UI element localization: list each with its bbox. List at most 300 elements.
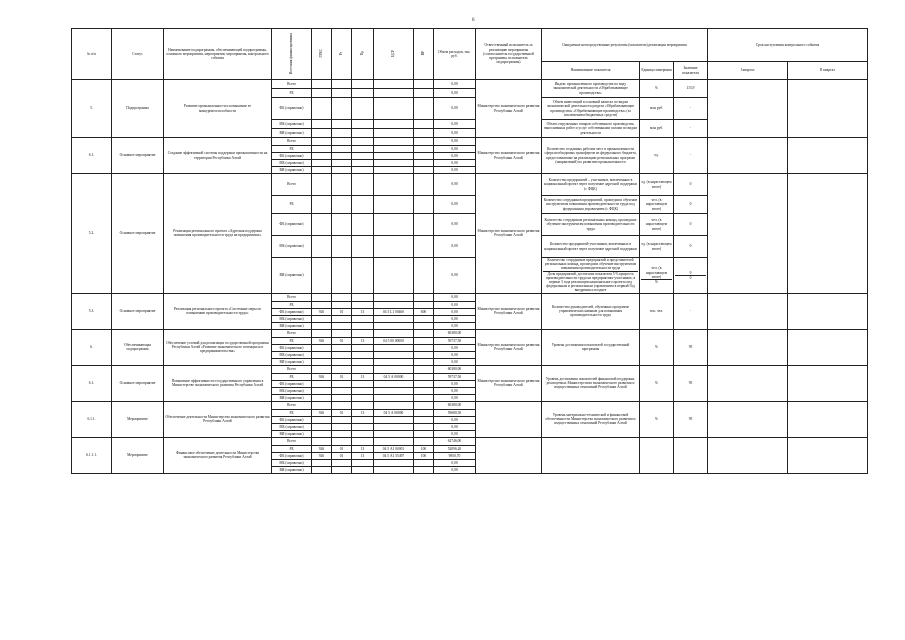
vr-code [414, 80, 434, 89]
volume-value: 0,00 [434, 196, 476, 214]
vr-code [414, 89, 434, 98]
funding-source: РБ [272, 301, 312, 308]
indicator-name: Объем отгруженных товаров собственного производства, выполненных работ и услуг собственными силами по видам деятельности [542, 120, 640, 138]
indicator-value [674, 437, 708, 473]
indicator-value: - [674, 138, 708, 174]
grbs-code [312, 466, 332, 473]
indicator-unit [640, 236, 674, 258]
indicator-unit [640, 258, 674, 294]
volume-value: 0,00 [434, 358, 476, 365]
grbs-code [312, 416, 332, 423]
q1-cell [708, 401, 788, 437]
row-number: 6.1.1. [72, 401, 112, 437]
volume-value: 0,00 [434, 322, 476, 329]
volume-value: 0,00 [434, 430, 476, 437]
funding-source: ВИ (справочно) [272, 129, 312, 138]
pr-code [352, 394, 374, 401]
vr-code [414, 358, 434, 365]
header-grbs-text: ГРБС [319, 49, 324, 58]
grbs-code [312, 459, 332, 466]
pr-code [352, 315, 374, 322]
grbs-code: 926 [312, 452, 332, 459]
indicator-name [542, 174, 640, 196]
csr-code [374, 138, 414, 146]
pr-code: 13 [352, 337, 374, 344]
csr-code [374, 430, 414, 437]
vr-code [414, 120, 434, 129]
grbs-code [312, 380, 332, 387]
indicator-unit-text: чел. (в нарастающем итоге) [645, 266, 668, 279]
rz-code [332, 129, 352, 138]
funding-source: ФБ (справочно) [272, 416, 312, 423]
program-table-sheet [71, 28, 867, 588]
indicator-unit-text: ед. (в нарастающем итоге) [641, 180, 672, 189]
indicator-name-text: Количество сотрудников региональных команд, прошедших обучение инструментам повышения производительности труда [544, 218, 637, 231]
volume-value: 0,00 [434, 459, 476, 466]
rz-code [332, 322, 352, 329]
grbs-code [312, 344, 332, 351]
pr-code [352, 380, 374, 387]
q1-cell [708, 293, 788, 329]
volume-value: 59737,50 [434, 337, 476, 344]
indicator-value [674, 236, 708, 258]
vr-code [414, 365, 434, 373]
grbs-code [312, 160, 332, 167]
row-status: Основное мероприятие [112, 365, 164, 401]
header-q2: II квартал [788, 62, 868, 80]
grbs-code [312, 138, 332, 146]
header-volume: Объем расходов, тыс. руб. [434, 29, 476, 80]
indicator-unit: % [640, 329, 674, 365]
vr-code: 100 [414, 452, 434, 459]
vr-code [414, 373, 434, 380]
volume-value: 0,00 [434, 351, 476, 358]
rz-code: 01 [332, 452, 352, 459]
rz-code [332, 351, 352, 358]
rz-code: 01 [332, 373, 352, 380]
row-name: Реализация регионального проекта «Адресная поддержка повышения производительности труда на предприятиях» [164, 174, 272, 294]
header-vr-text: ВР [421, 51, 426, 56]
csr-code [374, 98, 414, 120]
funding-source: Всего [272, 293, 312, 301]
funding-source: Всего [272, 437, 312, 445]
csr-code [374, 196, 414, 214]
header-status: Статус [112, 29, 164, 80]
indicator-value: - [674, 293, 708, 329]
rz-code [332, 293, 352, 301]
funding-source: ВИ (справочно) [272, 258, 312, 294]
pr-code [352, 80, 374, 89]
grbs-code [312, 196, 332, 214]
indicator-value: - [674, 120, 708, 138]
vr-code [414, 214, 434, 236]
grbs-code [312, 146, 332, 153]
program-table [71, 28, 868, 474]
indicator-value: - [674, 98, 708, 120]
pr-code [352, 387, 374, 394]
indicator-unit [640, 437, 674, 473]
rz-code [332, 466, 352, 473]
grbs-code [312, 401, 332, 409]
rz-code: 01 [332, 445, 352, 452]
indicator-name: Индекс промышленного производства по виду экономической деятельности «Обрабатывающие производства» [542, 80, 640, 98]
csr-code: 04 5 А 00000 [374, 409, 414, 416]
rz-code [332, 387, 352, 394]
funding-source: РБ [272, 146, 312, 153]
row-name: Реализация регионального проекта «Системные меры по повышению производительности труда» [164, 293, 272, 329]
pr-code [352, 322, 374, 329]
vr-code [414, 459, 434, 466]
rz-code [332, 358, 352, 365]
program-table-body [72, 80, 868, 474]
volume-value: 0,00 [434, 174, 476, 196]
funding-source: ВИ (справочно) [272, 358, 312, 365]
volume-value: 0,00 [434, 416, 476, 423]
indicator-name: Количество руководителей, обученных программе управленческих навыков для повышения производительности труда [542, 293, 640, 329]
header-rz [332, 29, 352, 80]
indicator-unit: ед. [640, 138, 674, 174]
funding-source: ВИ (справочно) [272, 322, 312, 329]
csr-code [374, 416, 414, 423]
csr-code [374, 301, 414, 308]
header-csr [374, 29, 414, 80]
table-row [72, 293, 868, 301]
csr-code [374, 146, 414, 153]
vr-code [414, 401, 434, 409]
funding-source: РБ [272, 89, 312, 98]
row-status: Основное мероприятие [112, 293, 164, 329]
rz-code [332, 329, 352, 337]
vr-code [414, 174, 434, 196]
funding-source: РБ [272, 373, 312, 380]
grbs-code [312, 153, 332, 160]
funding-source: МБ (справочно) [272, 315, 312, 322]
indicator-value-text: 0 [689, 244, 692, 249]
funding-source: Всего [272, 329, 312, 337]
grbs-code: 926 [312, 409, 332, 416]
pr-code [352, 293, 374, 301]
pr-code: 13 [352, 409, 374, 416]
indicator-name-text: Количество сотрудников предприятий и представителей региональных команд, прошедших обучение инструментам повышения производительности труда [544, 258, 637, 271]
pr-code: 13 [352, 373, 374, 380]
grbs-code [312, 293, 332, 301]
row-responsible: Министерство экономического развития Республики Алтай [476, 138, 542, 174]
csr-code [374, 322, 414, 329]
volume-value: 60380,00 [434, 365, 476, 373]
header-deadline: Срок наступления контрольного события [708, 29, 868, 62]
row-name: Развитие промышленности и повышение ее конкурентоспособности [164, 80, 272, 138]
volume-value: 0,00 [434, 138, 476, 146]
csr-code [374, 89, 414, 98]
indicator-value [674, 196, 708, 214]
funding-source: ВИ (справочно) [272, 430, 312, 437]
indicator-value [674, 214, 708, 236]
pr-code [352, 430, 374, 437]
csr-code [374, 214, 414, 236]
indicator-value-text: 0 [689, 270, 692, 275]
row-number: 6. [72, 329, 112, 365]
rz-code [332, 365, 352, 373]
volume-value: 0,00 [434, 236, 476, 258]
q1-cell [708, 80, 788, 138]
q1-cell [708, 365, 788, 401]
funding-source: ФБ (справочно) [272, 452, 312, 459]
pr-code [352, 89, 374, 98]
csr-code [374, 258, 414, 294]
funding-source: МБ (справочно) [272, 236, 312, 258]
header-name: Наименование подпрограммы, обеспечивающей подпрограммы, основного мероприятия, мероприятия, мероприятия, контрольного события [164, 29, 272, 80]
funding-source: МБ (справочно) [272, 160, 312, 167]
vr-code [414, 387, 434, 394]
table-row [72, 174, 868, 196]
indicator-value: 95 [674, 329, 708, 365]
table-row [72, 437, 868, 445]
grbs-code: 926 [312, 337, 332, 344]
indicator-name: Уровень достижения показателей финансовой поддержки, реализуемых Министерством экономического развития и имущественных отношений Республики Алтай [542, 365, 640, 401]
volume-value: 0,00 [434, 394, 476, 401]
volume-value: 0,00 [434, 423, 476, 430]
vr-code [414, 293, 434, 301]
indicator-name: Уровень достижения показателей государственной программы [542, 329, 640, 365]
vr-code [414, 258, 434, 294]
row-number: 5. [72, 80, 112, 138]
rz-code [332, 423, 352, 430]
rz-code [332, 98, 352, 120]
grbs-code [312, 89, 332, 98]
pr-code [352, 174, 374, 196]
header-source-text: Источник финансирования [289, 32, 294, 75]
vr-code [414, 196, 434, 214]
funding-source: РБ [272, 445, 312, 452]
q2-cell [788, 174, 868, 294]
row-responsible [476, 401, 542, 437]
pr-code [352, 358, 374, 365]
vr-code [414, 409, 434, 416]
csr-code [374, 401, 414, 409]
csr-code: 04 5 А1 00001 [374, 445, 414, 452]
indicator-unit: млн руб. [640, 120, 674, 138]
row-status: Обеспечивающая подпрограмма [112, 329, 164, 365]
volume-value: 60380,00 [434, 329, 476, 337]
row-responsible [476, 437, 542, 473]
pr-code [352, 466, 374, 473]
rz-code [332, 301, 352, 308]
pr-code [352, 196, 374, 214]
q2-cell [788, 401, 868, 437]
vr-code [414, 236, 434, 258]
rz-code [332, 80, 352, 89]
rz-code [332, 153, 352, 160]
funding-source: ФБ (справочно) [272, 344, 312, 351]
vr-code [414, 138, 434, 146]
pr-code: 13 [352, 445, 374, 452]
vr-code [414, 437, 434, 445]
funding-source: Всего [272, 138, 312, 146]
funding-source: ФБ (справочно) [272, 308, 312, 315]
vr-code [414, 351, 434, 358]
grbs-code [312, 437, 332, 445]
vr-code [414, 337, 434, 344]
volume-value: 0,00 [434, 146, 476, 153]
pr-code [352, 98, 374, 120]
grbs-code [312, 329, 332, 337]
grbs-code [312, 315, 332, 322]
header-expected: Ожидаемые непосредственные результаты (показатели) реализации мероприятия [542, 29, 708, 62]
volume-value: 62746,00 [434, 437, 476, 445]
grbs-code [312, 258, 332, 294]
csr-code [374, 160, 414, 167]
csr-code: 04 5 00 00000 [374, 337, 414, 344]
indicator-name-text: Количество предприятий – участников, вовлеченных в национальный проект через получение адресной поддержки (с ФЦК) [544, 178, 637, 191]
rz-code [332, 401, 352, 409]
funding-source: ВИ (справочно) [272, 167, 312, 174]
funding-source: РБ [272, 196, 312, 214]
rz-code [332, 120, 352, 129]
funding-source: ФБ (справочно) [272, 380, 312, 387]
funding-source: Всего [272, 80, 312, 89]
pr-code [352, 146, 374, 153]
table-row [72, 401, 868, 409]
row-number: 5.2. [72, 174, 112, 294]
vr-code [414, 129, 434, 138]
indicator-value-text: 0 [689, 222, 692, 227]
csr-code [374, 437, 414, 445]
pr-code [352, 160, 374, 167]
csr-code [374, 153, 414, 160]
volume-value: 60380,00 [434, 401, 476, 409]
indicator-value-text: 0 [689, 202, 692, 207]
grbs-code [312, 358, 332, 365]
csr-code [374, 174, 414, 196]
volume-value: 0,00 [434, 98, 476, 120]
indicator-name-text: Количество предприятий-участников, вовлеченных в национальный проект через получение адресной поддержки [544, 242, 637, 251]
pr-code [352, 351, 374, 358]
vr-code [414, 98, 434, 120]
csr-code [374, 344, 414, 351]
header-csr-text: ЦСР [391, 49, 396, 57]
funding-source: ВИ (справочно) [272, 466, 312, 473]
funding-source: РБ [272, 409, 312, 416]
q1-cell [708, 437, 788, 473]
rz-code [332, 146, 352, 153]
volume-value: 59737,50 [434, 373, 476, 380]
indicator-value [674, 174, 708, 196]
csr-code [374, 167, 414, 174]
pr-code [352, 120, 374, 129]
row-status: Подпрограмма [112, 80, 164, 138]
vr-code [414, 430, 434, 437]
row-responsible: Министерство экономического развития Республики Алтай [476, 293, 542, 329]
csr-code [374, 459, 414, 466]
rz-code: 01 [332, 308, 352, 315]
grbs-code [312, 423, 332, 430]
row-name: Финансовое обеспечение деятельности Министерства экономического развития Республики Алтай [164, 437, 272, 473]
vr-code [414, 160, 434, 167]
grbs-code: 926 [312, 373, 332, 380]
q2-cell [788, 80, 868, 138]
vr-code [414, 301, 434, 308]
volume-value: 0,00 [434, 160, 476, 167]
indicator-name [542, 258, 640, 294]
csr-code [374, 365, 414, 373]
vr-code [414, 423, 434, 430]
csr-code [374, 120, 414, 129]
csr-code [374, 351, 414, 358]
vr-code [414, 394, 434, 401]
rz-code [332, 258, 352, 294]
funding-source: РБ [272, 337, 312, 344]
indicator-value-text: 0 [689, 182, 692, 187]
header-q1: I квартал [708, 62, 788, 80]
row-name: Повышение эффективности государственного управления в Министерстве экономического развития Республики Алтай [164, 365, 272, 401]
grbs-code [312, 365, 332, 373]
table-row [72, 80, 868, 89]
header-grbs [312, 29, 332, 80]
pr-code [352, 167, 374, 174]
vr-code [414, 344, 434, 351]
funding-source: ФБ (справочно) [272, 214, 312, 236]
volume-value: 52096,20 [434, 445, 476, 452]
indicator-name-text: Доля предприятий, достигших показателя 5 % прироста производительности труда на предприятиях-участниках, в первые 3 года реализации национального проекта под федеральным и региональным управлением в первый Год внедрения и позднее [543, 271, 638, 293]
csr-code [374, 387, 414, 394]
rz-code [332, 214, 352, 236]
row-number: 6.1. [72, 365, 112, 401]
indicator-name-text: Количество сотрудников предприятий, прошедших обучение инструментам повышения производительности труда под федеральным управлением (с ФЦК) [543, 198, 638, 211]
funding-source: ФБ (справочно) [272, 153, 312, 160]
pr-code: 13 [352, 308, 374, 315]
header-vr [414, 29, 434, 80]
vr-code [414, 322, 434, 329]
volume-value: 9850,70 [434, 452, 476, 459]
pr-code [352, 401, 374, 409]
grbs-code [312, 98, 332, 120]
grbs-code [312, 236, 332, 258]
csr-code [374, 466, 414, 473]
pr-code [352, 459, 374, 466]
rz-code [332, 394, 352, 401]
csr-code [374, 293, 414, 301]
grbs-code [312, 351, 332, 358]
csr-code [374, 329, 414, 337]
grbs-code [312, 174, 332, 196]
rz-code [332, 437, 352, 445]
volume-value: 0,00 [434, 258, 476, 294]
header-indicator-name: Наименование показателя [542, 62, 640, 80]
rz-code: 01 [332, 337, 352, 344]
indicator-unit [640, 196, 674, 214]
volume-value: 0,00 [434, 89, 476, 98]
row-number: 6.1. [72, 138, 112, 174]
row-status: Основное мероприятие [112, 138, 164, 174]
header-responsible: Ответственный исполнитель за реализацию мероприятия (соисполнитель государственной программы, исполнитель подпрограммы) [476, 29, 542, 80]
indicator-name: Уровень материально-технической и финансовой обеспеченности Министерства экономического развития и имущественных отношений Республики Алтай [542, 401, 640, 437]
row-status: Мероприятие [112, 437, 164, 473]
csr-code: 04 5 А1 55497 [374, 452, 414, 459]
volume-value: 0,00 [434, 214, 476, 236]
volume-value: 0,00 [434, 153, 476, 160]
indicator-unit-text: ед. (в нарастающем итоге) [641, 242, 672, 251]
rz-code [332, 459, 352, 466]
row-name: Обеспечение деятельности Министерства экономического развития Республики Алтай [164, 401, 272, 437]
volume-value: 0,00 [434, 387, 476, 394]
row-number: 6.1.1.1. [72, 437, 112, 473]
volume-value: 0,00 [434, 380, 476, 387]
q2-cell [788, 138, 868, 174]
csr-code: 04 5 L1 00460 [374, 308, 414, 315]
pr-code [352, 258, 374, 294]
table-row [72, 365, 868, 373]
pr-code [352, 423, 374, 430]
